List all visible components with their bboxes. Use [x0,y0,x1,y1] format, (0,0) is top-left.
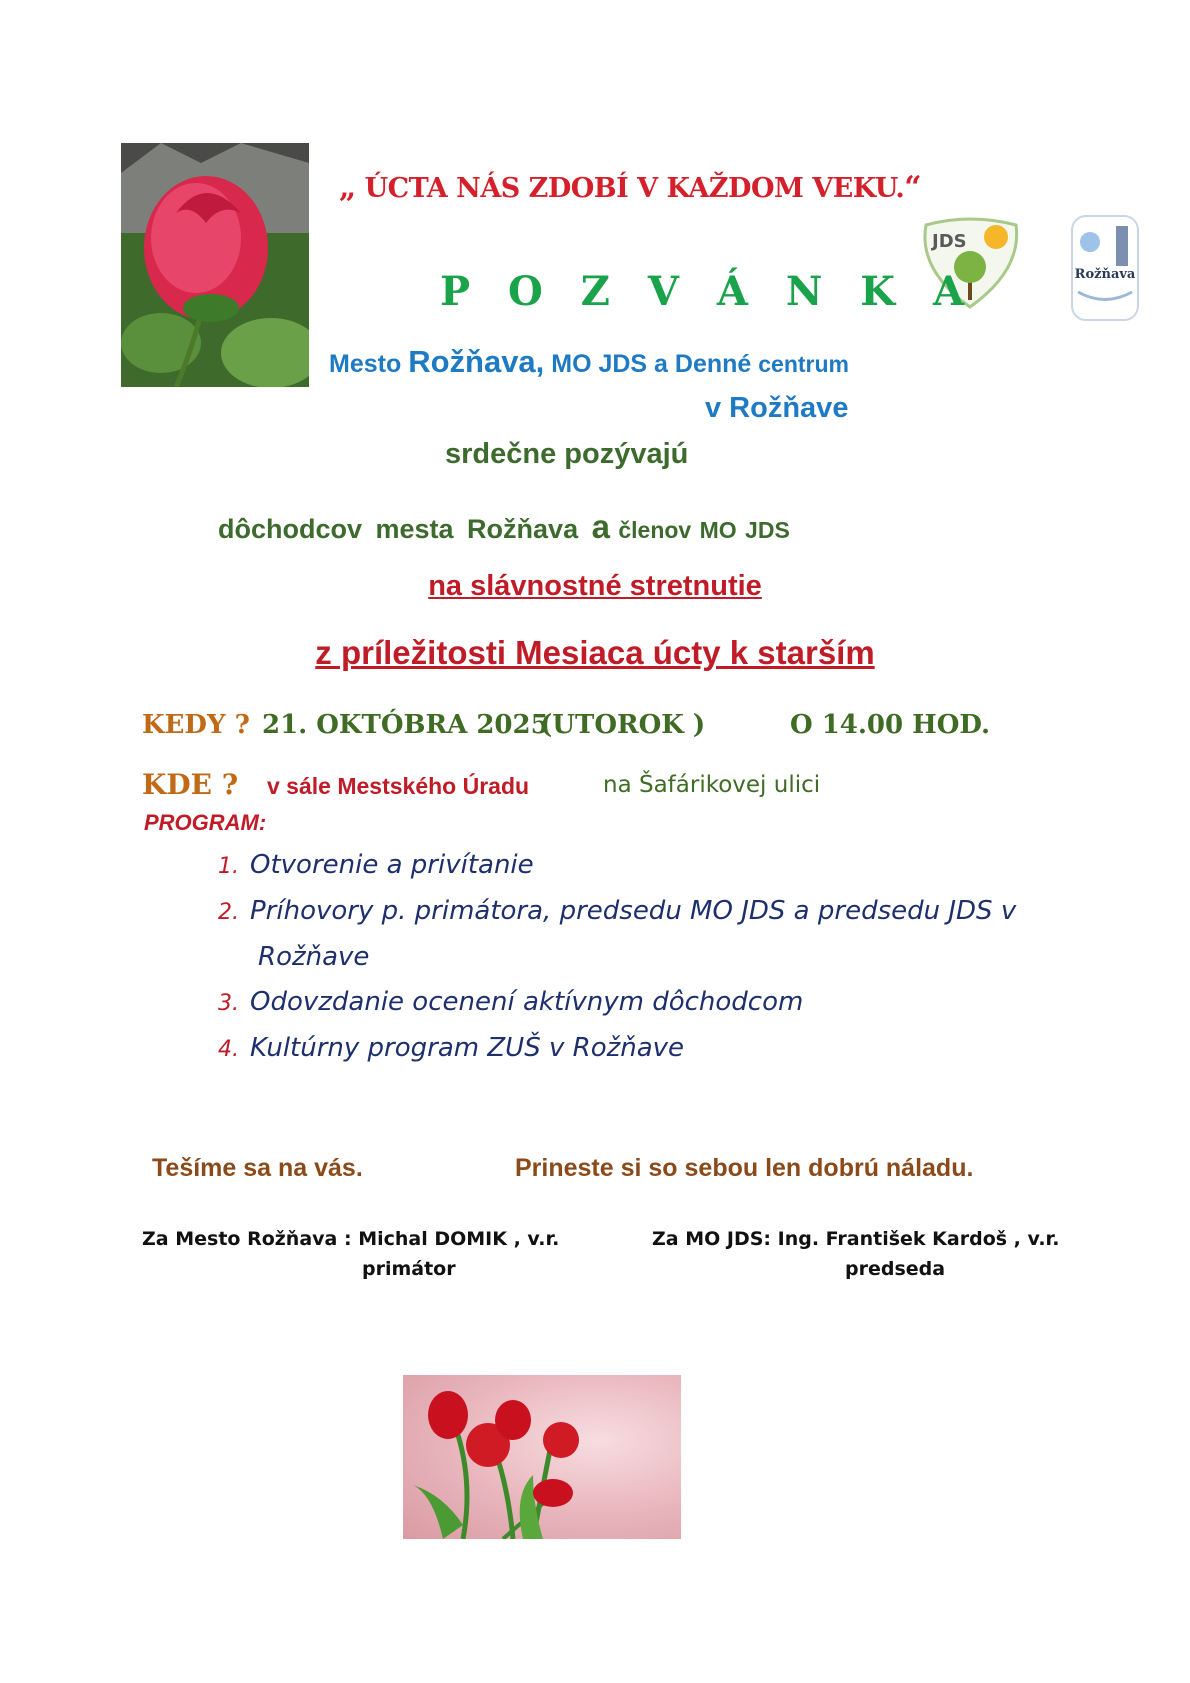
invite-whom-3: členov MO JDS [609,517,790,543]
signature-left-role: primátor [362,1258,456,1280]
rose-photo [121,143,309,387]
list-item-number: 4. [218,1037,239,1062]
when-time: O 14.00 HOD. [790,710,991,740]
invite-event: na slávnostné stretnutie [428,570,762,602]
signature-right-name: Za MO JDS: Ing. František Kardoš , v.r. [652,1228,1060,1250]
list-item-continuation [218,935,1038,980]
where-street: na Šafárikovej ulici [603,772,821,798]
organizers-part1: Mesto [329,350,409,378]
list-item-text: Kultúrny program ZUŠ v Rožňave [250,1033,685,1063]
list-item [218,980,1038,1026]
list-item [218,1026,1038,1072]
program-list [218,843,1038,1072]
program-title: PROGRAM: [144,810,267,835]
when-label: KEDY ? [142,710,250,740]
list-item [218,889,1038,935]
where-place: v sále Mestského Úradu [267,773,530,799]
tulips-image [403,1375,681,1539]
where-label: KDE ? [142,768,239,801]
list-item [218,843,1038,889]
motto-open-quote: „ [338,170,356,205]
organizers-part4: centrum [758,351,849,377]
signature-left-name: Za Mesto Rožňava : Michal DOMIK , v.r. [142,1228,560,1250]
when-date: 21. OKTÓBRA 2025 [262,710,549,740]
motto [300,170,960,205]
list-item-text: Príhovory p. primátora, predsedu MO JDS a predsedu JDS v [250,896,1017,926]
tulips-photo [403,1375,681,1539]
invite-whom-1: dôchodcov mesta Rožňava [218,514,592,544]
invite-occasion: z príležitosti Mesiaca úcty k starším [315,634,875,671]
list-item-number: 2. [218,900,239,925]
footer-bring: Prineste si so sebou len dobrú náladu. [515,1154,974,1182]
organizers-line [329,344,1029,380]
organizers-part2: Rožňava, [408,344,545,379]
invite-verb: srdečne pozývajú [445,438,689,470]
city-logo-text: Rožňava [1074,267,1136,282]
signature-right-role: predseda [845,1258,946,1280]
list-item-text-continued: Rožňave [258,942,370,972]
invite-whom-2: a [591,508,610,545]
page-title: P O Z V Á N K A [440,268,977,315]
footer-greeting: Tešíme sa na vás. [152,1154,363,1182]
motto-close-quote: “ [904,170,922,205]
when-day: (UTOROK ) [540,710,706,740]
organizers-part3: MO JDS a Denné [544,350,759,378]
list-item-number: 1. [218,854,239,879]
list-item-text: Otvorenie a privítanie [250,850,534,880]
invite-whom [218,508,790,546]
organizers-line2: v Rožňave [705,392,849,424]
jds-logo-text: JDS [932,231,967,252]
motto-text: ÚCTA NÁS ZDOBÍ V KAŽDOM VEKU. [364,173,905,204]
list-item-text: Odovzdanie ocenení aktívnym dôchodcom [250,987,804,1017]
rose-image [121,143,309,387]
list-item-number: 3. [218,991,239,1016]
city-logo [1068,212,1142,324]
